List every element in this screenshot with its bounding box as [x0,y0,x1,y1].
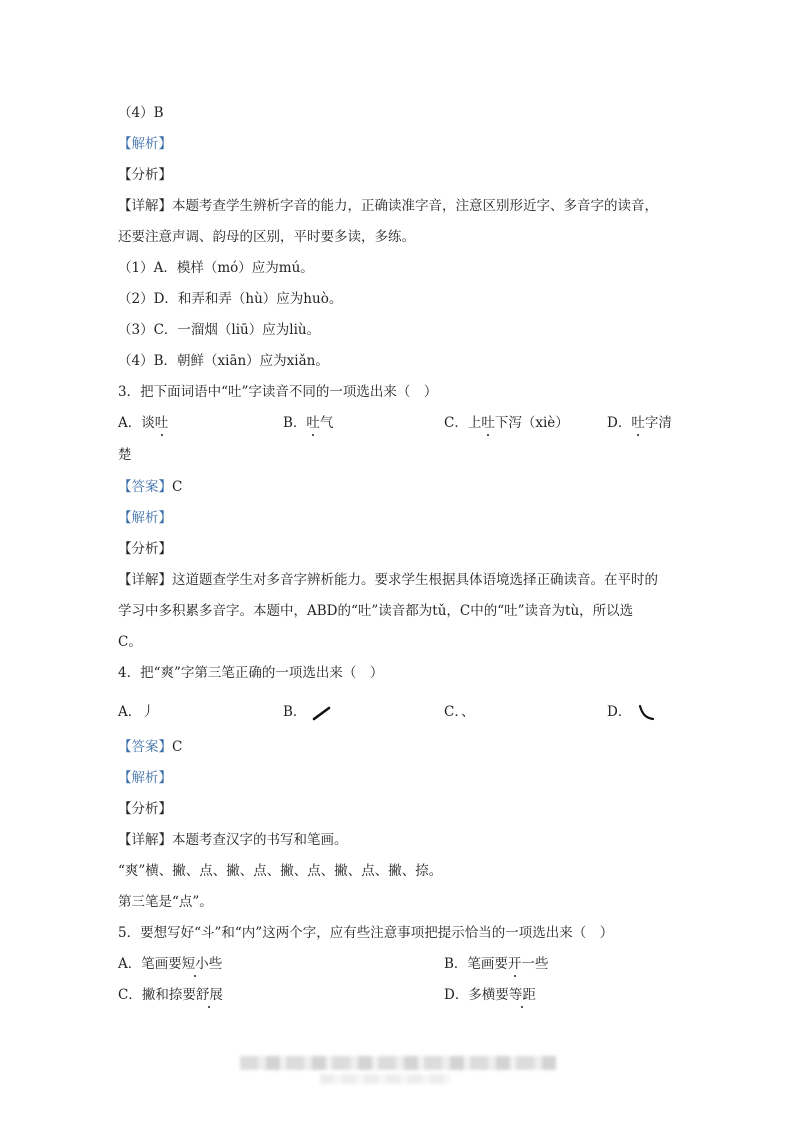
q4-option-b: B． [283,703,333,721]
q4-analyze-label: 【分析】 [118,801,172,817]
q4-detail-3: 第三笔是“点”。 [118,894,213,910]
q3-analysis-label: 【解析】 [118,510,172,526]
q3-option-d: D．吐字清 [607,415,672,431]
detail-text: 【详解】本题考查学生辨析字音的能力，正确读准字音，注意区别形近字、多音字的读音， [118,198,658,214]
detail-item-3: （3）C．一溜烟（liū）应为liù。 [118,322,321,338]
q3-option-b: B．吐气 [283,415,334,431]
detail-item-4: （4）B．朝鲜（xiān）应为xiǎn。 [118,353,329,369]
q4-detail-1: 【详解】本题考查汉字的书写和笔画。 [118,832,348,848]
q3-detail-2: 学习中多积累多音字。本题中，ABD的“吐”读音都为tǔ，C中的“吐”读音为tù，所以选 [118,603,634,619]
q3-option-c: C．上吐下泻（xiè） [444,415,569,431]
q4-detail-2: “爽”横、撇、点、撇、点、撇、点、撇、点、撇、捺。 [118,863,443,879]
q3-option-a: A．谈吐 [118,415,169,431]
q3-detail-3: C。 [118,634,142,650]
stroke-na-icon [636,704,656,722]
q5-option-a: A．笔画要短小些 [118,956,223,972]
question-4: 4．把“爽”字第三笔正确的一项选出来（ ） [118,665,384,681]
detail-text-cont: 还要注意声调、韵母的区别，平时要多读，多练。 [118,229,415,245]
q3-analyze-label: 【分析】 [118,541,172,557]
q5-option-c: C．撇和捺要舒展 [118,987,223,1003]
detail-item-2: （2）D．和弄和弄（hù）应为huò。 [118,291,343,307]
q3-option-d-cont: 楚 [118,447,132,463]
answer-line-4: （4）B [118,105,164,121]
q4-option-a: A．丿 [118,704,155,720]
detail-item-1: （1）A．模样（mó）应为mú。 [118,260,314,276]
analyze-label: 【分析】 [118,167,172,183]
question-5: 5．要想写好“斗”和“内”这两个字，应有些注意事项把提示恰当的一项选出来（ ） [118,925,614,941]
q3-answer: 【答案】C [118,479,183,495]
q4-answer: 【答案】C [118,739,183,755]
q4-option-c: C．、 [444,704,475,720]
blurred-footer-sub [320,1074,450,1084]
analysis-label: 【解析】 [118,136,172,152]
blurred-footer [240,1056,556,1070]
stroke-pie-icon [311,705,333,721]
q4-analysis-label: 【解析】 [118,770,172,786]
q5-option-b: B．笔画要开一些 [444,956,549,972]
q4-option-d: D． [607,703,656,722]
q3-detail-1: 【详解】这道题查学生对多音字辨析能力。要求学生根据具体语境选择正确读音。在平时的 [118,572,658,588]
q5-option-d: D．多横要等距 [444,987,536,1003]
question-3: 3．把下面词语中“吐”字读音不同的一项选出来（ ） [118,384,438,400]
